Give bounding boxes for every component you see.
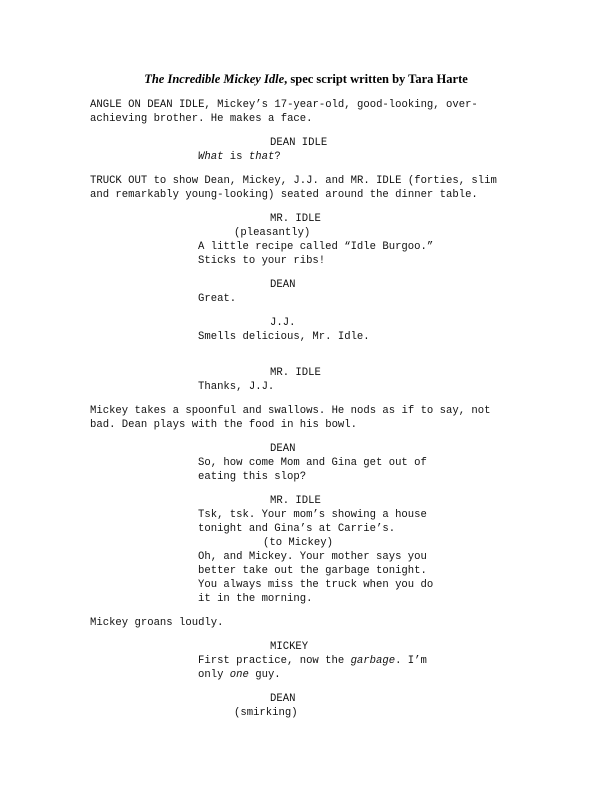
show-name: The Incredible Mickey Idle: [144, 72, 285, 86]
dialogue-line: Great.: [198, 293, 237, 305]
dialogue-text: . I’m: [395, 655, 427, 667]
dialogue-line: You always miss the truck when you do: [198, 579, 434, 591]
character-name: DEAN: [270, 443, 296, 455]
dialogue-line: So, how come Mom and Gina get out of: [198, 457, 427, 469]
action-line: achieving brother. He makes a face.: [90, 113, 313, 125]
dialogue-line: tonight and Gina’s at Carrie’s.: [198, 523, 396, 535]
dialogue-text: First practice, now the: [198, 655, 351, 667]
parenthetical: (pleasantly): [234, 227, 311, 239]
document-title: [0, 72, 612, 87]
character-name: MICKEY: [270, 641, 309, 653]
dialogue-emphasis: one: [229, 669, 249, 681]
dialogue-text: guy.: [248, 669, 281, 681]
dialogue-line: [198, 668, 281, 682]
dialogue-line: it in the morning.: [198, 593, 313, 605]
parenthetical: (to Mickey): [263, 537, 333, 549]
dialogue-line: [198, 150, 281, 164]
character-name: DEAN IDLE: [270, 137, 328, 149]
title-byline: , spec script written by Tara Harte: [284, 72, 468, 86]
action-line: Mickey takes a spoonful and swallows. He nods as if to say, not: [90, 405, 491, 417]
parenthetical: (smirking): [234, 707, 298, 719]
character-name: MR. IDLE: [270, 213, 321, 225]
dialogue-line: Smells delicious, Mr. Idle.: [198, 331, 370, 343]
dialogue-text: is: [223, 151, 249, 163]
dialogue-line: Tsk, tsk. Your mom’s showing a house: [198, 509, 427, 521]
dialogue-line: Thanks, J.J.: [198, 381, 275, 393]
character-name: DEAN: [270, 279, 296, 291]
dialogue-line: A little recipe called “Idle Burgoo.”: [198, 241, 434, 253]
dialogue-line: better take out the garbage tonight.: [198, 565, 427, 577]
character-name: J.J.: [270, 317, 296, 329]
dialogue-line: [198, 654, 427, 668]
dialogue-emphasis: that: [248, 151, 275, 163]
action-line: TRUCK OUT to show Dean, Mickey, J.J. and MR. IDLE (forties, slim: [90, 175, 497, 187]
character-name: MR. IDLE: [270, 367, 321, 379]
dialogue-line: eating this slop?: [198, 471, 307, 483]
dialogue-emphasis: garbage: [350, 655, 396, 667]
dialogue-emphasis: What: [198, 151, 224, 163]
dialogue-line: Oh, and Mickey. Your mother says you: [198, 551, 427, 563]
character-name: MR. IDLE: [270, 495, 321, 507]
action-line: ANGLE ON DEAN IDLE, Mickey’s 17-year-old, good-looking, over-: [90, 99, 478, 111]
character-name: DEAN: [270, 693, 296, 705]
dialogue-line: Sticks to your ribs!: [198, 255, 326, 267]
dialogue-text: only: [198, 669, 230, 681]
dialogue-text: ?: [274, 151, 281, 163]
action-line: Mickey groans loudly.: [90, 617, 224, 629]
action-line: and remarkably young-looking) seated around the dinner table.: [90, 189, 478, 201]
action-line: bad. Dean plays with the food in his bowl.: [90, 419, 358, 431]
